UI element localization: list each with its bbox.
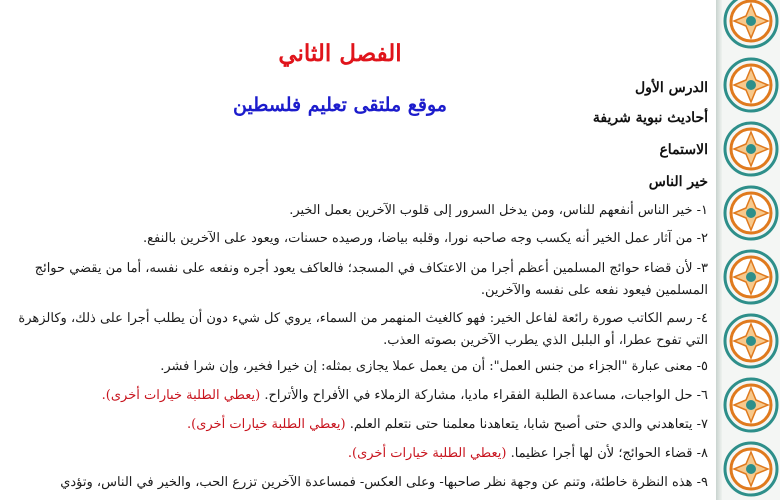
- list-item: [18, 356, 708, 378]
- item-text: ٣- لأن قضاء حوائج المسلمين أعظم أجرا من الاعتكاف في المسجد؛ فالعاكف يعود أجره ونفعه على نفسه، أما من يقضي حوائج المسلمين فيعود نفعه على نفسه والآخرين.: [34, 261, 708, 298]
- list-item: [18, 385, 708, 407]
- list-item: [18, 258, 708, 302]
- list-item: [18, 228, 708, 250]
- site-title: موقع ملتقى تعليم فلسطين: [233, 94, 447, 116]
- item-text: ٩- هذه النظرة خاطئة، وتنم عن وجهة نظر صاحبها- وعلى العكس- فمساعدة الآخرين تزرع الحب، والخير في الناس، وتؤدي: [60, 475, 708, 490]
- chapter-title: الفصل الثاني: [278, 40, 402, 67]
- ornament-icon: [722, 312, 780, 370]
- list-item: [18, 414, 708, 436]
- item-text: ٧- يتعاهدني والدي حتى أصبح شابا، يتعاهدنا معلمنا حتى نتعلم العلم.: [349, 417, 708, 432]
- list-item: [18, 308, 708, 352]
- ornament-icon: [722, 0, 780, 50]
- item-text: ٦- حل الواجبات، مساعدة الطلبة الفقراء ماديا، مشاركة الزملاء في الأفراح والأتراح.: [264, 388, 708, 403]
- list-item: [18, 443, 708, 465]
- item-text: ٤- رسم الكاتب صورة رائعة لفاعل الخير: فهو كالغيث المنهمر من السماء، يروي كل شيء دون أن يطلب أجرا على ذلك، وكالزهرة التي تفوح عطرا، أو البلبل الذي يطرب الآخرين بصوته العذب.: [18, 311, 708, 348]
- item-text: ٨- قضاء الحوائج؛ لأن لها أجرا عظيما.: [510, 446, 708, 461]
- item-text: ٥- معنى عبارة "الجزاء من جنس العمل": أن من يعمل عملا يجازى بمثله: إن خيرا فخير، وإن شرا فشر.: [160, 359, 708, 374]
- ornament-icon: [722, 248, 780, 306]
- list-item: [18, 472, 708, 494]
- item-text: ١- خير الناس أنفعهم للناس، ومن يدخل السرور إلى قلوب الآخرين بعمل الخير.: [289, 203, 708, 218]
- list-item: [18, 200, 708, 222]
- section-heading: الاستماع: [659, 142, 708, 158]
- lesson-label: الدرس الأول: [634, 80, 708, 96]
- item-note: (يعطي الطلبة خيارات أخرى).: [187, 417, 346, 432]
- lesson-title: أحاديث نبوية شريفة: [592, 110, 708, 126]
- topic-heading: خير الناس: [648, 174, 708, 190]
- ornament-icon: [722, 440, 780, 498]
- item-note: (يعطي الطلبة خيارات أخرى).: [101, 388, 261, 403]
- item-text: ٢- من آثار عمل الخير أنه يكسب وجه صاحبه نورا، وقلبه بياضا، ورصيده حسنات، ويعود على الآخرين بالنفع.: [142, 231, 708, 246]
- ornament-icon: [722, 120, 780, 178]
- ornament-icon: [722, 184, 780, 242]
- item-note: (يعطي الطلبة خيارات أخرى).: [347, 446, 507, 461]
- ornament-icon: [722, 376, 780, 434]
- ornament-icon: [722, 56, 780, 114]
- decorative-border: [716, 0, 780, 500]
